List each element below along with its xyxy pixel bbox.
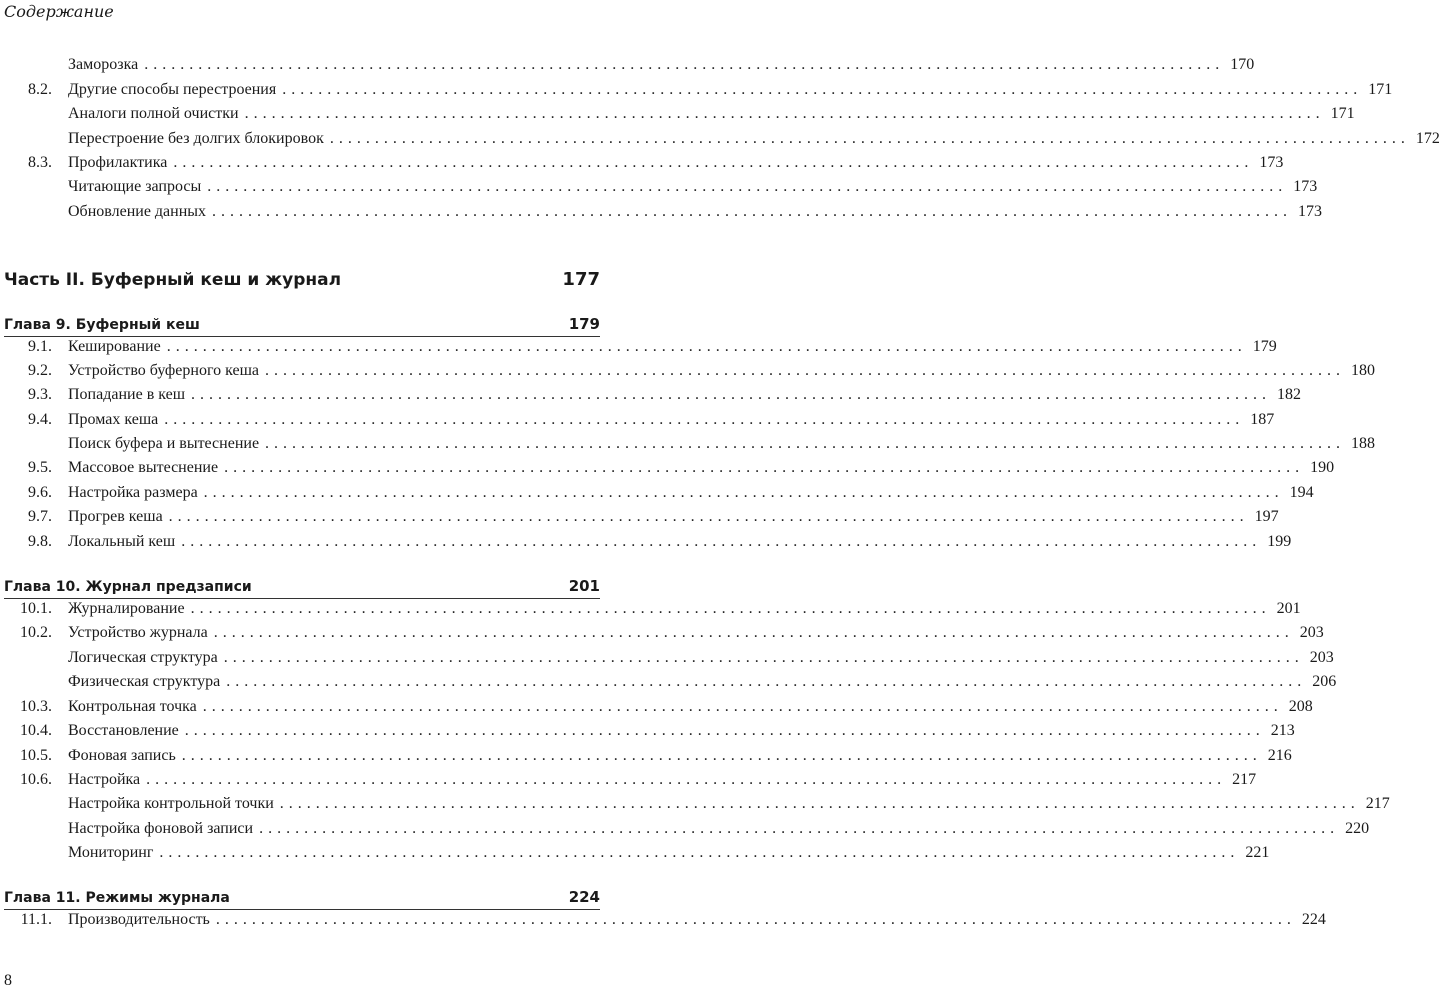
toc-entry[interactable]	[0, 597, 1301, 621]
section-title: Физическая структура	[68, 673, 221, 690]
chapter-page-number: 224	[568, 888, 600, 906]
dot-leader: ........................................................................................................................	[173, 154, 1254, 171]
page-number: 213	[1270, 722, 1295, 739]
page-number: 206	[1312, 673, 1337, 690]
toc-entry[interactable]	[0, 200, 1323, 224]
page-number: 220	[1345, 820, 1370, 837]
page-number: 224	[1301, 911, 1326, 928]
section-title: Попадание в кеш	[68, 386, 186, 403]
page-number: 190	[1310, 459, 1335, 476]
dot-leader: ........................................................................................................................	[202, 698, 1283, 715]
dot-leader: ........................................................................................................................	[191, 386, 1272, 403]
page-number: 201	[1276, 600, 1301, 617]
toc-entry[interactable]	[0, 670, 1337, 694]
page-number: 182	[1277, 386, 1302, 403]
page-folio: 8	[4, 972, 12, 989]
section-number: 8.3.	[28, 154, 52, 171]
dot-leader: ........................................................................................................................	[215, 911, 1296, 928]
section-title: Промах кеша	[68, 411, 159, 428]
chapter-title: Глава 11. Режимы журнала	[4, 890, 230, 906]
toc-entry[interactable]	[0, 792, 1390, 816]
part-title: Часть II. Буферный кеш и журнал	[4, 270, 342, 290]
toc-entry[interactable]	[0, 408, 1275, 432]
dot-leader: ........................................................................................................................	[181, 747, 1262, 764]
section-title: Настройка	[68, 771, 141, 788]
section-title: Кеширование	[68, 338, 161, 355]
section-number: 9.8.	[28, 533, 52, 550]
chapter-page-number: 201	[568, 577, 600, 595]
section-title: Настройка размера	[68, 484, 198, 501]
section-number: 9.4.	[28, 411, 52, 428]
section-title: Прогрев кеша	[68, 508, 163, 525]
section-number: 9.7.	[28, 508, 52, 525]
section-title: Журналирование	[68, 600, 185, 617]
toc-entry[interactable]	[0, 768, 1257, 792]
dot-leader: ........................................................................................................................	[164, 411, 1245, 428]
toc-entry[interactable]	[0, 646, 1334, 670]
section-title: Фоновая запись	[68, 747, 176, 764]
toc-entry[interactable]	[0, 383, 1302, 407]
part-page-number: 177	[562, 269, 600, 290]
page-number: 173	[1298, 203, 1323, 220]
toc-entry[interactable]	[0, 151, 1284, 175]
toc-entry[interactable]	[0, 335, 1277, 359]
dot-leader: ........................................................................................................................	[168, 508, 1249, 525]
page-number: 217	[1232, 771, 1257, 788]
page-number: 187	[1250, 411, 1275, 428]
chapter-title: Глава 10. Журнал предзаписи	[4, 579, 252, 595]
section-title: Настройка фоновой записи	[68, 820, 254, 837]
page-number: 170	[1230, 56, 1255, 73]
dot-leader: ........................................................................................................................	[282, 81, 1363, 98]
section-number: 9.6.	[28, 484, 52, 501]
page-number: 199	[1267, 533, 1292, 550]
section-title: Настройка контрольной точки	[68, 795, 274, 812]
toc-entry[interactable]	[0, 432, 1376, 456]
dot-leader: ........................................................................................................................	[223, 649, 1304, 666]
dot-leader: ........................................................................................................................	[166, 338, 1247, 355]
dot-leader: ........................................................................................................................	[181, 533, 1262, 550]
page-number: 216	[1267, 747, 1292, 764]
page-number: 180	[1351, 362, 1376, 379]
dot-leader: ........................................................................................................................	[213, 624, 1294, 641]
toc-entry[interactable]	[0, 841, 1270, 865]
page-number: 179	[1252, 338, 1277, 355]
section-title: Производительность	[68, 911, 210, 928]
section-title: Профилактика	[68, 154, 168, 171]
section-number: 9.5.	[28, 459, 52, 476]
chapter-heading[interactable]	[4, 312, 600, 336]
section-number: 10.2.	[20, 624, 52, 641]
toc-entry[interactable]	[0, 621, 1324, 645]
section-number: 11.1.	[20, 911, 52, 928]
section-title: Обновление данных	[68, 203, 207, 220]
dot-leader: ........................................................................................................................	[207, 178, 1288, 195]
toc-entry[interactable]	[0, 78, 1393, 102]
section-title: Локальный кеш	[68, 533, 176, 550]
section-title: Поиск буфера и вытеснение	[68, 435, 260, 452]
section-title: Устройство буферного кеша	[68, 362, 260, 379]
page-number: 221	[1245, 844, 1270, 861]
section-number: 10.4.	[20, 722, 52, 739]
toc-entry[interactable]	[0, 505, 1279, 529]
section-title: Мониторинг	[68, 844, 154, 861]
dot-leader: ........................................................................................................................	[184, 722, 1265, 739]
toc-entry[interactable]	[0, 530, 1292, 554]
section-number: 9.1.	[28, 338, 52, 355]
section-title: Массовое вытеснение	[68, 459, 219, 476]
dot-leader: ........................................................................................................................	[190, 600, 1271, 617]
page-number: 173	[1259, 154, 1284, 171]
page-number: 194	[1289, 484, 1314, 501]
section-number: 10.6.	[20, 771, 52, 788]
page-number: 217	[1365, 795, 1390, 812]
section-title: Восстановление	[68, 722, 179, 739]
dot-leader: ........................................................................................................................	[146, 771, 1227, 788]
toc-entry[interactable]	[0, 359, 1376, 383]
section-number: 10.1.	[20, 600, 52, 617]
running-head-title: Содержание	[4, 2, 114, 21]
section-title: Логическая структура	[68, 649, 218, 666]
dot-leader: ........................................................................................................................	[279, 795, 1360, 812]
toc-entry[interactable]	[0, 175, 1318, 199]
section-title: Устройство журнала	[68, 624, 208, 641]
section-number: 10.3.	[20, 698, 52, 715]
chapter-title: Глава 9. Буферный кеш	[4, 317, 200, 333]
dot-leader: ........................................................................................................................	[224, 459, 1305, 476]
chapter-page-number: 179	[568, 315, 600, 333]
page-number: 197	[1254, 508, 1279, 525]
dot-leader: ........................................................................................................................	[212, 203, 1293, 220]
dot-leader: ........................................................................................................................	[203, 484, 1284, 501]
dot-leader: ........................................................................................................................	[226, 673, 1307, 690]
toc-entry[interactable]	[0, 456, 1335, 480]
toc-entry[interactable]	[0, 53, 1255, 77]
dot-leader: ........................................................................................................................	[265, 435, 1346, 452]
dot-leader: ........................................................................................................................	[159, 844, 1240, 861]
section-number: 9.2.	[28, 362, 52, 379]
toc-entry[interactable]	[0, 481, 1314, 505]
toc-entry[interactable]	[0, 744, 1292, 768]
section-title: Контрольная точка	[68, 698, 197, 715]
dot-leader: ........................................................................................................................	[259, 820, 1340, 837]
page-number: 203	[1299, 624, 1324, 641]
section-number: 10.5.	[20, 747, 52, 764]
page-number: 171	[1330, 105, 1355, 122]
dot-leader: ........................................................................................................................	[329, 130, 1410, 147]
section-title: Заморозка	[68, 56, 139, 73]
section-number: 8.2.	[28, 81, 52, 98]
section-title: Аналоги полной очистки	[68, 105, 239, 122]
page-number: 188	[1351, 435, 1376, 452]
toc-entry[interactable]	[0, 695, 1313, 719]
page-number: 172	[1415, 130, 1440, 147]
page-number: 203	[1309, 649, 1334, 666]
page-number: 208	[1288, 698, 1313, 715]
section-title: Другие способы перестроения	[68, 81, 277, 98]
section-title: Перестроение без долгих блокировок	[68, 130, 324, 147]
chapter-heading[interactable]	[4, 574, 600, 598]
toc-entry[interactable]	[0, 817, 1370, 841]
toc-entry[interactable]	[0, 127, 1440, 151]
dot-leader: ........................................................................................................................	[265, 362, 1346, 379]
toc-entry[interactable]	[0, 908, 1326, 932]
section-number: 9.3.	[28, 386, 52, 403]
part-heading[interactable]	[4, 265, 600, 295]
section-title: Читающие запросы	[68, 178, 202, 195]
dot-leader: ........................................................................................................................	[244, 105, 1325, 122]
page-number: 171	[1368, 81, 1393, 98]
dot-leader: ........................................................................................................................	[144, 56, 1225, 73]
toc-entry[interactable]	[0, 719, 1295, 743]
page-number: 173	[1293, 178, 1318, 195]
chapter-heading[interactable]	[4, 885, 600, 909]
toc-entry[interactable]	[0, 102, 1355, 126]
